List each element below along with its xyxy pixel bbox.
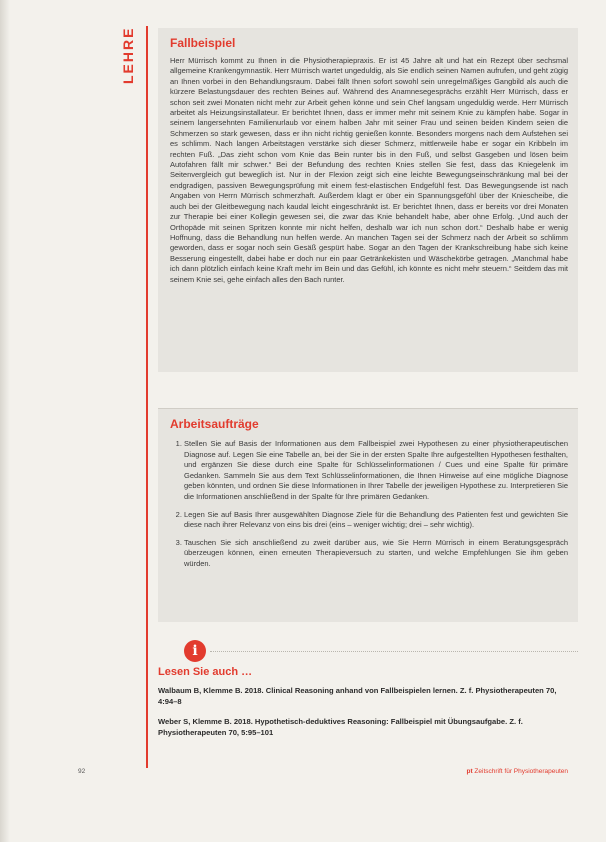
red-vertical-rule <box>146 26 148 768</box>
page-edge-shadow <box>0 0 10 842</box>
divider <box>210 651 578 652</box>
tasks-box <box>158 408 578 622</box>
journal-footer <box>466 768 568 775</box>
journal-name: Zeitschrift für Physiotherapeuten <box>474 768 568 775</box>
info-icon: i <box>184 640 206 662</box>
case-study-title: Fallbeispiel <box>170 36 236 50</box>
section-tag: LEHRE <box>120 26 136 84</box>
read-also-title: Lesen Sie auch … <box>158 666 253 678</box>
case-study-text: Herr Mürrisch kommt zu Ihnen in die Physiotherapiepraxis. Er ist 45 Jahre alt und hat ein Rezept über sechsmal allgemeine Krankengymnastik. Herr Mürrisch wartet ungeduldig, als Sie endlich seinen Namen aufrufen, und geht zügig an Ihnen vorbei in den Behandlungsraum. Dabei fällt Ihnen sofort sowohl sein unregelmäßiges Gangbild als auch die kürzere Belastungsdauer des rechten Beines auf. Während des Anamnesegesprächs erzählt Herr Mürrisch, dass er schon seit zwei Monaten nicht mehr zur Arbeit gehen könne und sein Chef langsam ungeduldig werde. Herr Mürrisch arbeitet als Heizungsinstallateur. Er berichtet Ihnen, dass er immer mehr mit seinem Knie zu kämpfen habe. Sogar in seinem langersehnten Familienurlaub vor einem halben Jahr mit seiner Frau und seinen beiden Kindern seien die Schmerzen so stark gewesen, dass er ihn nicht richtig genießen konnte. Besonders morgens nach dem Aufstehen sei es schlimm. Nach langen Arbeitstagen verstärke sich dieser Schmerz, mittlerweile habe er sogar ein Kribbeln im rechten Fuß. „Das zieht schon vom Knie das Bein runter bis in den Fuß, und selbst Gasgeben und lösen beim Autofahren fällt mir schwer.“ Bei der Befundung des rechten Knies stellen Sie fest, dass das Kniegelenk im Seitenvergleich gut beweglich ist. Nur in der Flexion zeigt sich eine leichte Bewegungseinschränkung mal bei der endgradigen, passiven Bewegungsprüfung mit einem fest-elastischen Endgefühl fest. Das Bewegungsende ist nach Angaben von Herrn Mürrisch schmerzhaft. Außerdem klagt er über ein Spannungsgefühl über der Kniescheibe, die auch bei der Gleitbewegung nach kaudal leicht eingeschränkt ist. Er berichtet Ihnen, dass er bereits vor drei Monaten zur Therapie bei einer Kollegin gewesen sei, die zwar das Knie behandelt habe, aber ohne Erfolg. „Und auch der Orthopäde mit seinen Spritzen konnte mir nicht helfen, deshalb war ich nun schon dort.“ Deshalb habe er wenig Hoffnung, dass die Behandlung nun helfen werde. An manchen Tagen sei der Schmerz nach der Arbeit so schlimm geworden, dass er sogar noch sein Gesäß gespürt habe. Sogar an den Tagen der Krankschreibung habe sich keine Besserung eingestellt, dabei habe er doch nur ein paar Getränkekisten und Wäschekörbe getragen. „Manchmal habe ich dann plötzlich einfach keine Kraft mehr im Bein und das Gefühl, ich könnte es nicht mehr steuern.“ Seitdem das mit seinem Knie sei, gehe einfach alles den Bach runter. <box>170 56 568 284</box>
case-study-box <box>158 28 578 372</box>
reference-item: Walbaum B, Klemme B. 2018. Clinical Reasoning anhand von Fallbeispielen lernen. Z. f. Physiotherapeuten 70, 4:94–8 <box>158 686 557 706</box>
task-item: 1. Stellen Sie auf Basis der Informationen aus dem Fallbeispiel zwei Hypothesen zu einer physiotherapeutischen Diagnose auf. Legen Sie eine Tabelle an, bei der Sie in der ersten Spalte Ihre aufgestellten Hypothesen festhalten, und ergänzen Sie diese durch eine Spalte für Schlüsselinformationen / Cues und eine Spalte für primäre Gedanken. Sammeln Sie aus dem Text Schlüsselinformationen, die Ihnen Hinweise auf eine mögliche Diagnose geben könnten, und ordnen Sie diese Informationen in Ihrer Tabelle der jeweiligen Hypothese zu. Interpretieren Sie die Informationen anschließend in der Spalte für Ihre primären Gedanken. <box>184 439 568 503</box>
journal-prefix: pt <box>466 768 473 775</box>
task-item: 3. Tauschen Sie sich anschließend zu zweit darüber aus, wie Sie Herrn Mürrisch in einem Beratungsgespräch überzeugen können, einen erneuten Therapieversuch zu starten, und welche Empfehlungen Sie ihm geben würden. <box>184 538 568 570</box>
page-number: 92 <box>78 768 86 775</box>
tasks-title: Arbeitsaufträge <box>170 417 259 431</box>
read-also-section <box>158 666 578 748</box>
reference-item: Weber S, Klemme B. 2018. Hypothetisch-deduktives Reasoning: Fallbeispiel mit Übungsaufgabe. Z. f. Physiotherapeuten 70, 5:95–101 <box>158 717 523 737</box>
task-item: 2. Legen Sie auf Basis Ihrer ausgewählten Diagnose Ziele für die Behandlung des Patienten fest und gewichten Sie diese nach ihrer Relevanz von eins bis drei (eins – weniger wichtig; drei – sehr wichtig). <box>184 510 568 531</box>
tasks-list <box>170 439 568 570</box>
